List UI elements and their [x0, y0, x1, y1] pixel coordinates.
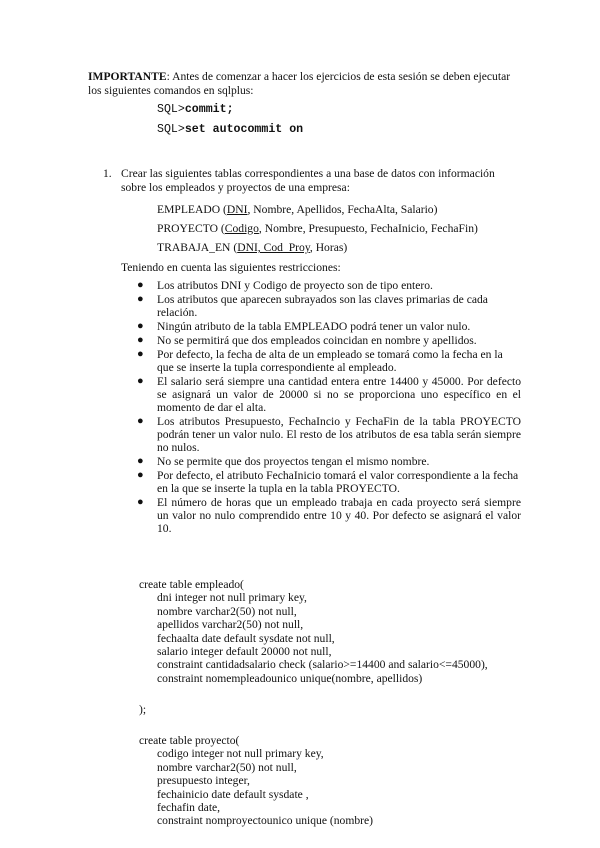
important-label: IMPORTANTE — [88, 70, 167, 83]
code-line: dni integer not null primary key, — [157, 591, 307, 605]
list-item — [121, 348, 521, 374]
sql-command-commit — [157, 103, 234, 117]
code-line: presupuesto integer, — [157, 774, 250, 788]
rule-text: Los atributos Presupuesto, FechaIncio y FechaFin de la tabla PROYECTO podrán tener un valor nulo. El resto de los atributos de esa tabla serán siempre no nulos. — [157, 415, 521, 454]
rule-text: Los atributos que aparecen subrayados son las claves primarias de cada relación. — [157, 293, 488, 319]
intro-paragraph — [88, 70, 518, 98]
sql-prompt: SQL> — [157, 103, 185, 116]
rule-text: Por defecto, el atributo FechaInicio tomará el valor correspondiente a la fecha en la que se inserte la tupla en la tabla PROYECTO. — [157, 469, 519, 495]
schema-key: Codigo — [224, 222, 259, 235]
sql-command: commit; — [184, 103, 234, 116]
rule-text: Por defecto, la fecha de alta de un empleado se tomará como la fecha en la que se inserte la tupla correspondiente al empleado. — [157, 348, 503, 374]
bullet-icon: ● — [137, 320, 144, 332]
rule-text: Los atributos DNI y Codigo de proyecto son de tipo entero. — [157, 279, 433, 292]
restrictions-list — [121, 279, 521, 536]
code-empleado-close: ); — [139, 703, 147, 716]
code-line: nombre varchar2(50) not null, — [157, 604, 297, 618]
list-item — [121, 293, 521, 319]
sql-command-autocommit — [157, 123, 303, 137]
schema-proyecto — [157, 222, 478, 236]
code-line: constraint cantidadsalario check (salario>=14400 and salario<=45000), — [157, 658, 488, 672]
restrictions-intro: Teniendo en cuenta las siguientes restricciones: — [121, 261, 341, 274]
bullet-icon: ● — [137, 496, 144, 508]
list-item — [121, 279, 521, 292]
schema-name: PROYECTO ( — [157, 222, 225, 235]
list-item — [121, 334, 521, 347]
bullet-icon: ● — [137, 469, 144, 481]
list-item — [121, 455, 521, 468]
code-line: salario integer default 20000 not null, — [157, 645, 332, 659]
schema-trabaja-en — [157, 241, 347, 255]
code-line: fechaalta date default sysdate not null, — [157, 631, 335, 645]
code-line: create table proyecto( — [139, 734, 240, 747]
schema-name: TRABAJA_EN ( — [157, 241, 238, 254]
code-line: codigo integer not null primary key, — [157, 747, 324, 761]
rule-text: El número de horas que un empleado trabaja en cada proyecto será siempre un valor no nulo comprendido entre 10 y 40. Por defecto se asignará el valor 10. — [157, 496, 521, 535]
intro-text: : Antes de comenzar a hacer los ejercicios de esta sesión se deben ejecutar los siguientes comandos en sqlplus: — [88, 70, 511, 97]
list-item — [121, 469, 521, 495]
bullet-icon: ● — [137, 334, 144, 346]
code-line: fechainicio date default sysdate , — [157, 787, 309, 801]
sql-prompt: SQL> — [157, 123, 185, 136]
bullet-icon: ● — [137, 348, 144, 360]
sql-command: set autocommit on — [184, 123, 304, 136]
code-line: constraint nomproyectounico unique (nombre) — [157, 814, 374, 828]
rule-text: Ningún atributo de la tabla EMPLEADO podrá tener un valor nulo. — [157, 320, 471, 333]
code-line: create table empleado( — [139, 578, 244, 591]
schema-name: EMPLEADO ( — [157, 203, 227, 216]
bullet-icon: ● — [137, 415, 144, 427]
schema-empleado — [157, 203, 437, 217]
list-item — [121, 496, 521, 535]
bullet-icon: ● — [137, 279, 144, 291]
rule-text: No se permitirá que dos empleados coincidan en nombre y apellidos. — [157, 334, 477, 347]
code-line: apellidos varchar2(50) not null, — [157, 618, 304, 632]
list-item — [121, 415, 521, 454]
bullet-icon: ● — [137, 375, 144, 387]
schema-key: DNI, Cod_Proy — [237, 241, 310, 254]
bullet-icon: ● — [137, 293, 144, 305]
exercise-text: Crear las siguientes tablas correspondientes a una base de datos con información sobre los empleados y proyectos de una empresa: — [121, 167, 495, 194]
schema-attributes: , Nombre, Presupuesto, FechaInicio, FechaFin) — [258, 222, 478, 235]
list-item — [121, 375, 521, 414]
rule-text: No se permite que dos proyectos tengan el mismo nombre. — [157, 455, 430, 468]
code-line: constraint nomempleadounico unique(nombre, apellidos) — [157, 671, 423, 685]
code-line: nombre varchar2(50) not null, — [157, 760, 297, 774]
schema-attributes: , Horas) — [309, 241, 348, 254]
schema-key: DNI — [226, 203, 248, 216]
code-create-proyecto — [139, 734, 373, 828]
bullet-icon: ● — [137, 455, 144, 467]
rule-text: El salario será siempre una cantidad entera entre 14400 y 45000. Por defecto se asignará un valor de 20000 si no se proporciona uno específico en el momento de dar el alta. — [157, 375, 521, 414]
exercise-number: 1. — [103, 167, 112, 180]
schema-attributes: , Nombre, Apellidos, FechaAlta, Salario) — [247, 203, 438, 216]
code-create-empleado — [139, 578, 488, 685]
code-line: fechafin date, — [157, 801, 221, 815]
list-item — [121, 320, 521, 333]
